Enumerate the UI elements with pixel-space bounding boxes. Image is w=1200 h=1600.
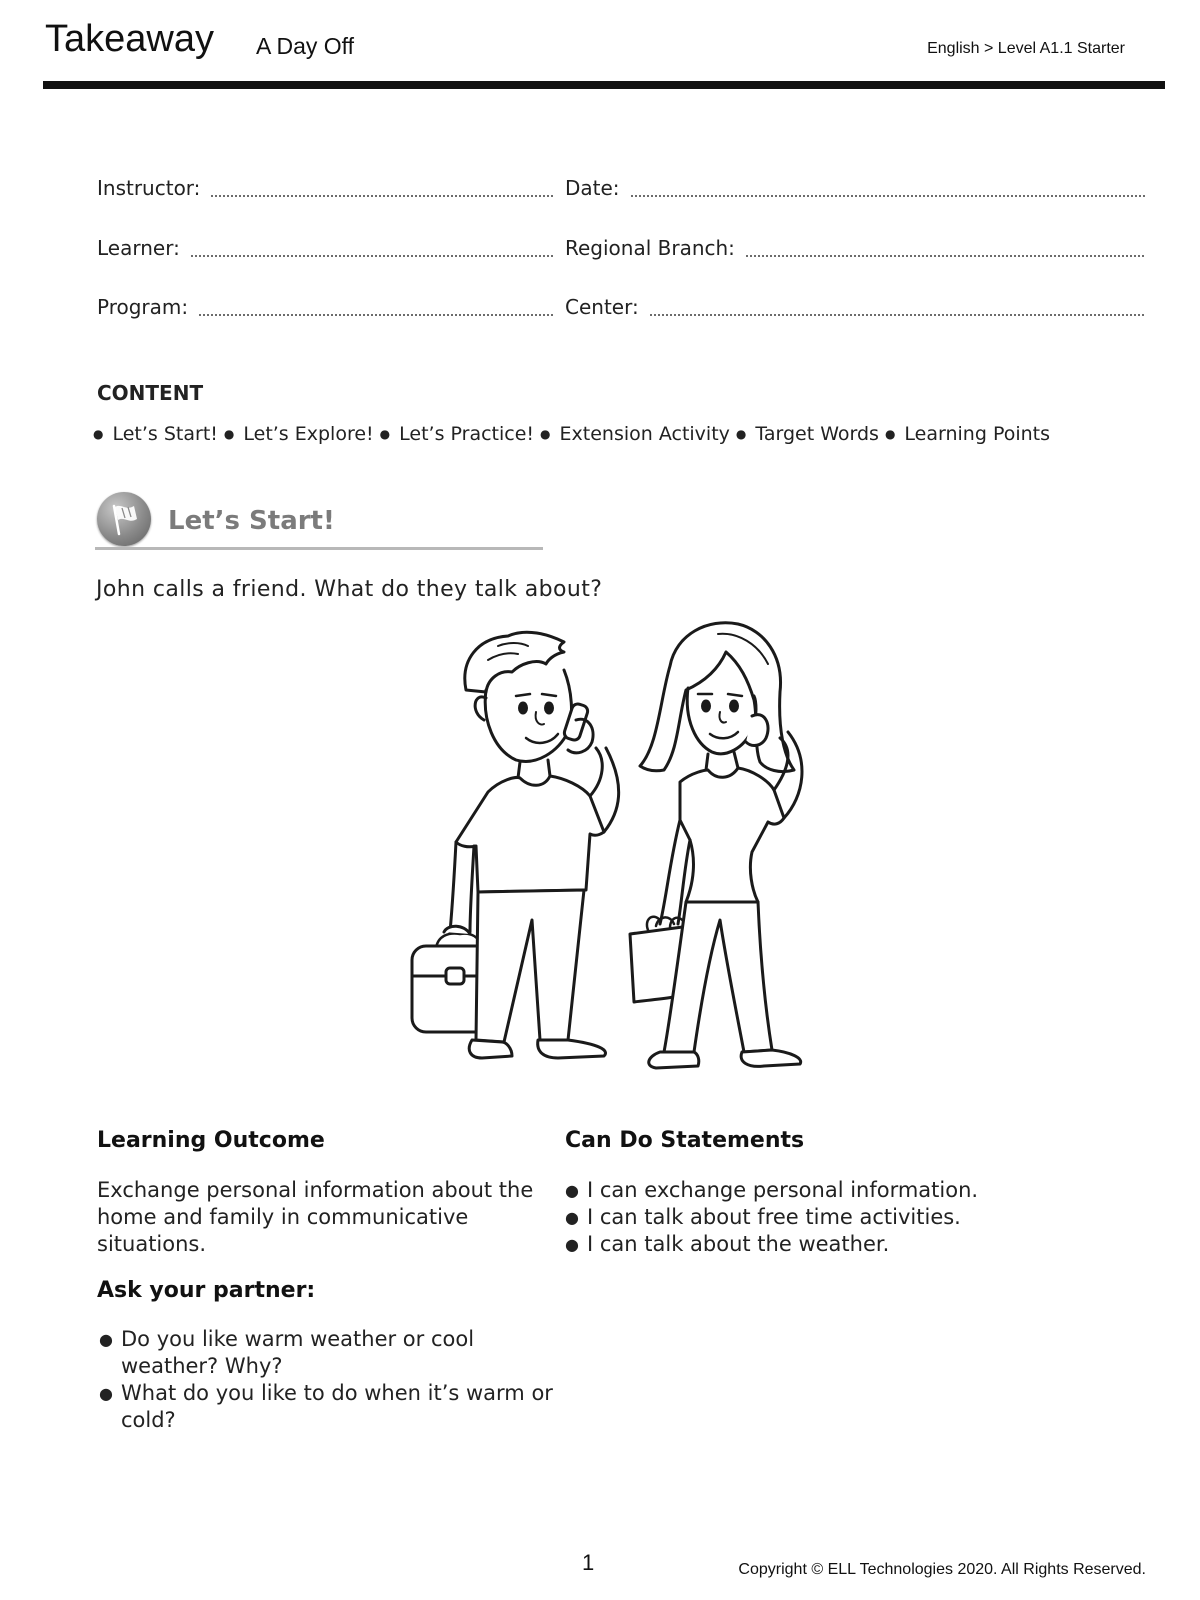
prompt-text: John calls a friend. What do they talk about? <box>96 577 603 602</box>
list-item <box>563 1204 1123 1231</box>
bullet-icon: ● <box>884 427 896 441</box>
bullet-icon: ● <box>223 427 235 441</box>
ask-partner-item-text: Do you like warm weather or cool weather? Why? <box>121 1327 475 1378</box>
instructor-input-line[interactable] <box>210 186 555 198</box>
bullet-icon: ● <box>93 427 104 441</box>
page-number: 1 <box>582 1550 595 1575</box>
brand-title: Takeaway <box>45 18 214 60</box>
bullet-icon: ● <box>99 1384 113 1403</box>
section-divider <box>95 547 543 550</box>
program-label: Program: <box>97 295 189 319</box>
program-input-line[interactable] <box>198 305 555 317</box>
woman-figure <box>630 623 802 1068</box>
man-figure <box>412 632 619 1058</box>
instructor-label: Instructor: <box>97 176 201 200</box>
ask-partner-list <box>97 1326 567 1434</box>
bullet-icon: ● <box>540 427 551 441</box>
ask-partner-heading: Ask your partner: <box>97 1278 316 1303</box>
flag-icon <box>97 492 151 546</box>
content-item-lets-practice: Let’s Practice! <box>399 423 535 445</box>
program-field[interactable] <box>97 291 555 319</box>
center-label: Center: <box>565 295 639 319</box>
date-label: Date: <box>565 176 620 200</box>
content-item-learning-points: Learning Points <box>904 423 1051 445</box>
content-item-lets-start: Let’s Start! <box>112 423 218 445</box>
section-title: Let’s Start! <box>168 506 335 536</box>
date-field[interactable] <box>565 172 1145 200</box>
learning-outcome-heading: Learning Outcome <box>97 1128 325 1153</box>
learner-label: Learner: <box>97 236 180 260</box>
header-divider <box>43 81 1165 89</box>
content-item-lets-explore: Let’s Explore! <box>243 423 374 445</box>
breadcrumb: English > Level A1.1 Starter <box>927 40 1125 57</box>
regional-branch-field[interactable] <box>565 232 1145 260</box>
list-item <box>97 1380 567 1434</box>
bullet-icon: ● <box>565 1208 579 1227</box>
list-item <box>563 1177 1123 1204</box>
bullet-icon: ● <box>565 1181 579 1200</box>
bullet-icon: ● <box>99 1330 113 1349</box>
can-do-list <box>563 1177 1123 1258</box>
phone-call-illustration <box>408 620 828 1100</box>
content-item-target-words: Target Words <box>755 423 879 445</box>
regional-branch-input-line[interactable] <box>745 246 1145 258</box>
learning-outcome-text: Exchange personal information about the home and family in communicative situations. <box>97 1178 534 1256</box>
learner-field[interactable] <box>97 232 555 260</box>
content-item-extension-activity: Extension Activity <box>559 423 730 445</box>
center-field[interactable] <box>565 291 1145 319</box>
list-item <box>97 1326 567 1380</box>
lesson-title: A Day Off <box>256 33 355 59</box>
bullet-icon: ● <box>565 1235 579 1254</box>
list-item <box>563 1231 1123 1258</box>
can-do-item-text: I can talk about the weather. <box>587 1232 890 1256</box>
center-input-line[interactable] <box>649 305 1145 317</box>
date-input-line[interactable] <box>630 186 1145 198</box>
content-heading: CONTENT <box>97 381 204 405</box>
can-do-heading: Can Do Statements <box>565 1128 805 1153</box>
instructor-field[interactable] <box>97 172 555 200</box>
copyright-notice: Copyright © ELL Technologies 2020. All Rights Reserved. <box>738 1561 1146 1578</box>
ask-partner-item-text: What do you like to do when it’s warm or cold? <box>121 1381 553 1432</box>
content-list <box>93 423 1050 445</box>
bullet-icon: ● <box>379 427 391 441</box>
bullet-icon: ● <box>735 427 747 441</box>
regional-branch-label: Regional Branch: <box>565 236 735 260</box>
learner-input-line[interactable] <box>190 246 555 258</box>
can-do-item-text: I can exchange personal information. <box>587 1178 979 1202</box>
can-do-item-text: I can talk about free time activities. <box>587 1205 961 1229</box>
